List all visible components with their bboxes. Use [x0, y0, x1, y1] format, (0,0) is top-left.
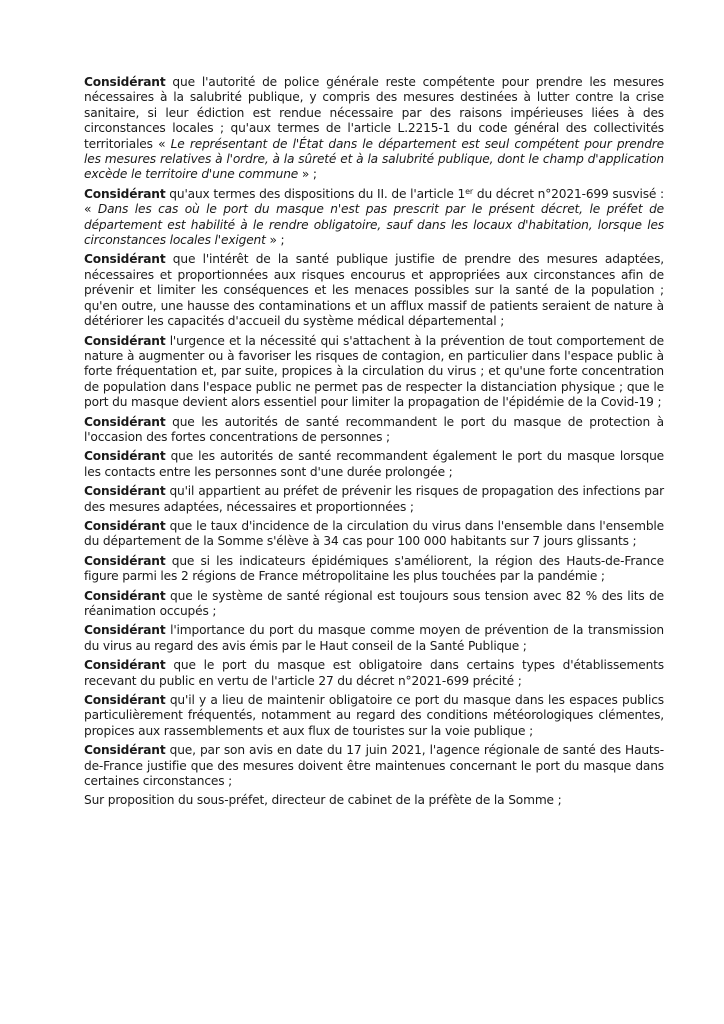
paragraph-text: qu'il appartient au préfet de prévenir les risques de propagation des infections par des mesures adaptées, nécessaires et proportionnées ; — [84, 484, 664, 514]
quoted-text: Dans les cas où le port du masque n'est pas prescrit par le présent décret, le préfet de département est habilité à le rendre obligatoire, sauf dans les locaux d'habitation, lorsque les circonstances locales l'exigent — [84, 202, 665, 248]
paragraph-text: que les autorités de santé recommandent également le port du masque lorsque les contacts entre les personnes sont d'une durée prolongée ; — [84, 449, 664, 479]
considerant-keyword: Considérant — [84, 743, 166, 758]
paragraph-text: qu'aux termes des dispositions du II. de l'article 1 — [165, 186, 466, 201]
considerant-keyword: Considérant — [84, 693, 166, 708]
considerant-keyword: Considérant — [84, 75, 166, 89]
considerant-paragraph — [84, 623, 664, 654]
considerant-paragraph — [84, 75, 664, 183]
paragraph-text: du décret n°2021-699 susvisé : « — [84, 186, 664, 217]
considerant-keyword: Considérant — [84, 449, 166, 464]
superscript: er — [465, 186, 474, 196]
considerant-paragraph — [84, 554, 664, 585]
considerant-keyword: Considérant — [84, 553, 166, 568]
considerant-paragraph — [84, 519, 664, 550]
considerant-keyword: Considérant — [84, 518, 166, 533]
paragraph-text: que le taux d'incidence de la circulation du virus dans l'ensemble dans l'ensemble du département de la Somme s'élève à 34 cas pour 100 000 habitants sur 7 jours glissants ; — [84, 518, 664, 549]
quoted-text: Le représentant de l'État dans le département est seul compétent pour prendre les mesures relatives à l'ordre, à la sûreté et à la salubrité publique, dont le champ d'application excède le territoire d'une commune — [84, 136, 664, 182]
paragraph-text: l'importance du port du masque comme moyen de prévention de la transmission du virus au regard des avis émis par le Haut conseil de la Santé Publique ; — [84, 623, 664, 653]
considerant-keyword: Considérant — [84, 623, 166, 638]
considerant-keyword: Considérant — [84, 252, 166, 267]
considerant-keyword: Considérant — [84, 484, 166, 499]
paragraph-text: que le port du masque est obligatoire dans certains types d'établissements recevant du public en vertu de l'article 27 du décret n°2021-699 précité ; — [84, 658, 664, 688]
paragraph-text: l'urgence et la nécessité qui s'attachent à la prévention de tout comportement de nature à augmenter ou à favoriser les risques de contagion, en particulier dans l'espace public à forte fréquentation et, par suite, propices à la circulation du virus ; et qu'une forte concentration de population dans l'espace public ne permet pas de respecter la distanciation physique ; que le port du masque devient alors essentiel pour limiter la propagation de l'épidémie de la Covid-19 ; — [84, 333, 664, 410]
considerant-keyword: Considérant — [84, 658, 166, 673]
considerant-paragraph — [84, 589, 664, 620]
considerant-paragraph — [84, 743, 664, 789]
considerant-paragraph — [84, 415, 664, 446]
considerant-paragraph — [84, 449, 664, 480]
considerant-keyword: Considérant — [84, 186, 166, 201]
paragraph-text: que, par son avis en date du 17 juin 2021, l'agence régionale de santé des Hauts-de-France justifie que des mesures doivent être maintenues concernant le port du masque dans certaines circonstances ; — [84, 743, 664, 789]
considerant-keyword: Considérant — [84, 414, 166, 429]
paragraph-text: Sur proposition du sous-préfet, directeur de cabinet de la préfète de la Somme ; — [84, 793, 562, 808]
considerant-paragraph — [84, 187, 664, 249]
considerant-paragraph — [84, 484, 664, 515]
considerant-paragraph — [84, 693, 664, 739]
paragraph-text: que l'autorité de police générale reste compétente pour prendre les mesures nécessaires à la salubrité publique, y compris des mesures destinées à lutter contre la crise sanitaire, si leur édiction est rendue nécessaire par des raisons impérieuses liées à des circonstances locales ; qu'aux termes de l'article L.2215-1 du code général des collectivités territoriales « — [84, 75, 664, 151]
considerant-keyword: Considérant — [84, 588, 166, 603]
paragraph-text: qu'il y a lieu de maintenir obligatoire ce port du masque dans les espaces publics particulièrement fréquentés, notamment au regard des conditions météorologiques clémentes, propices aux rassemblements et aux flux de touristes sur la voie publique ; — [84, 693, 664, 738]
considerant-paragraph — [84, 334, 664, 411]
document-body — [84, 75, 664, 809]
paragraph-text: » ; — [265, 233, 285, 248]
paragraph-text: que si les indicateurs épidémiques s'améliorent, la région des Hauts-de-France figure parmi les 2 régions de France métropolitaine les plus touchées par la pandémie ; — [84, 553, 664, 584]
considerant-keyword: Considérant — [84, 333, 166, 348]
considerant-paragraph — [84, 252, 664, 329]
paragraph-text: » ; — [298, 167, 317, 182]
considerant-paragraph — [84, 658, 664, 689]
paragraph-text: que les autorités de santé recommandent le port du masque de protection à l'occasion des fortes concentrations de personnes ; — [84, 414, 664, 444]
paragraph-text: que l'intérêt de la santé publique justifie de prendre des mesures adaptées, nécessaires et proportionnées aux risques encourus et appropriées aux circonstances afin de prévenir et limiter les conséquences et les menaces possibles sur la santé de la population ; qu'en outre, une hausse des contaminations et un afflux massif de patients seraient de nature à détériorer les capacités d'accueil du système médical départemental ; — [84, 252, 664, 329]
proposal-paragraph — [84, 793, 664, 808]
paragraph-text: que le système de santé régional est toujours sous tension avec 82 % des lits de réanimation occupés ; — [84, 588, 664, 618]
